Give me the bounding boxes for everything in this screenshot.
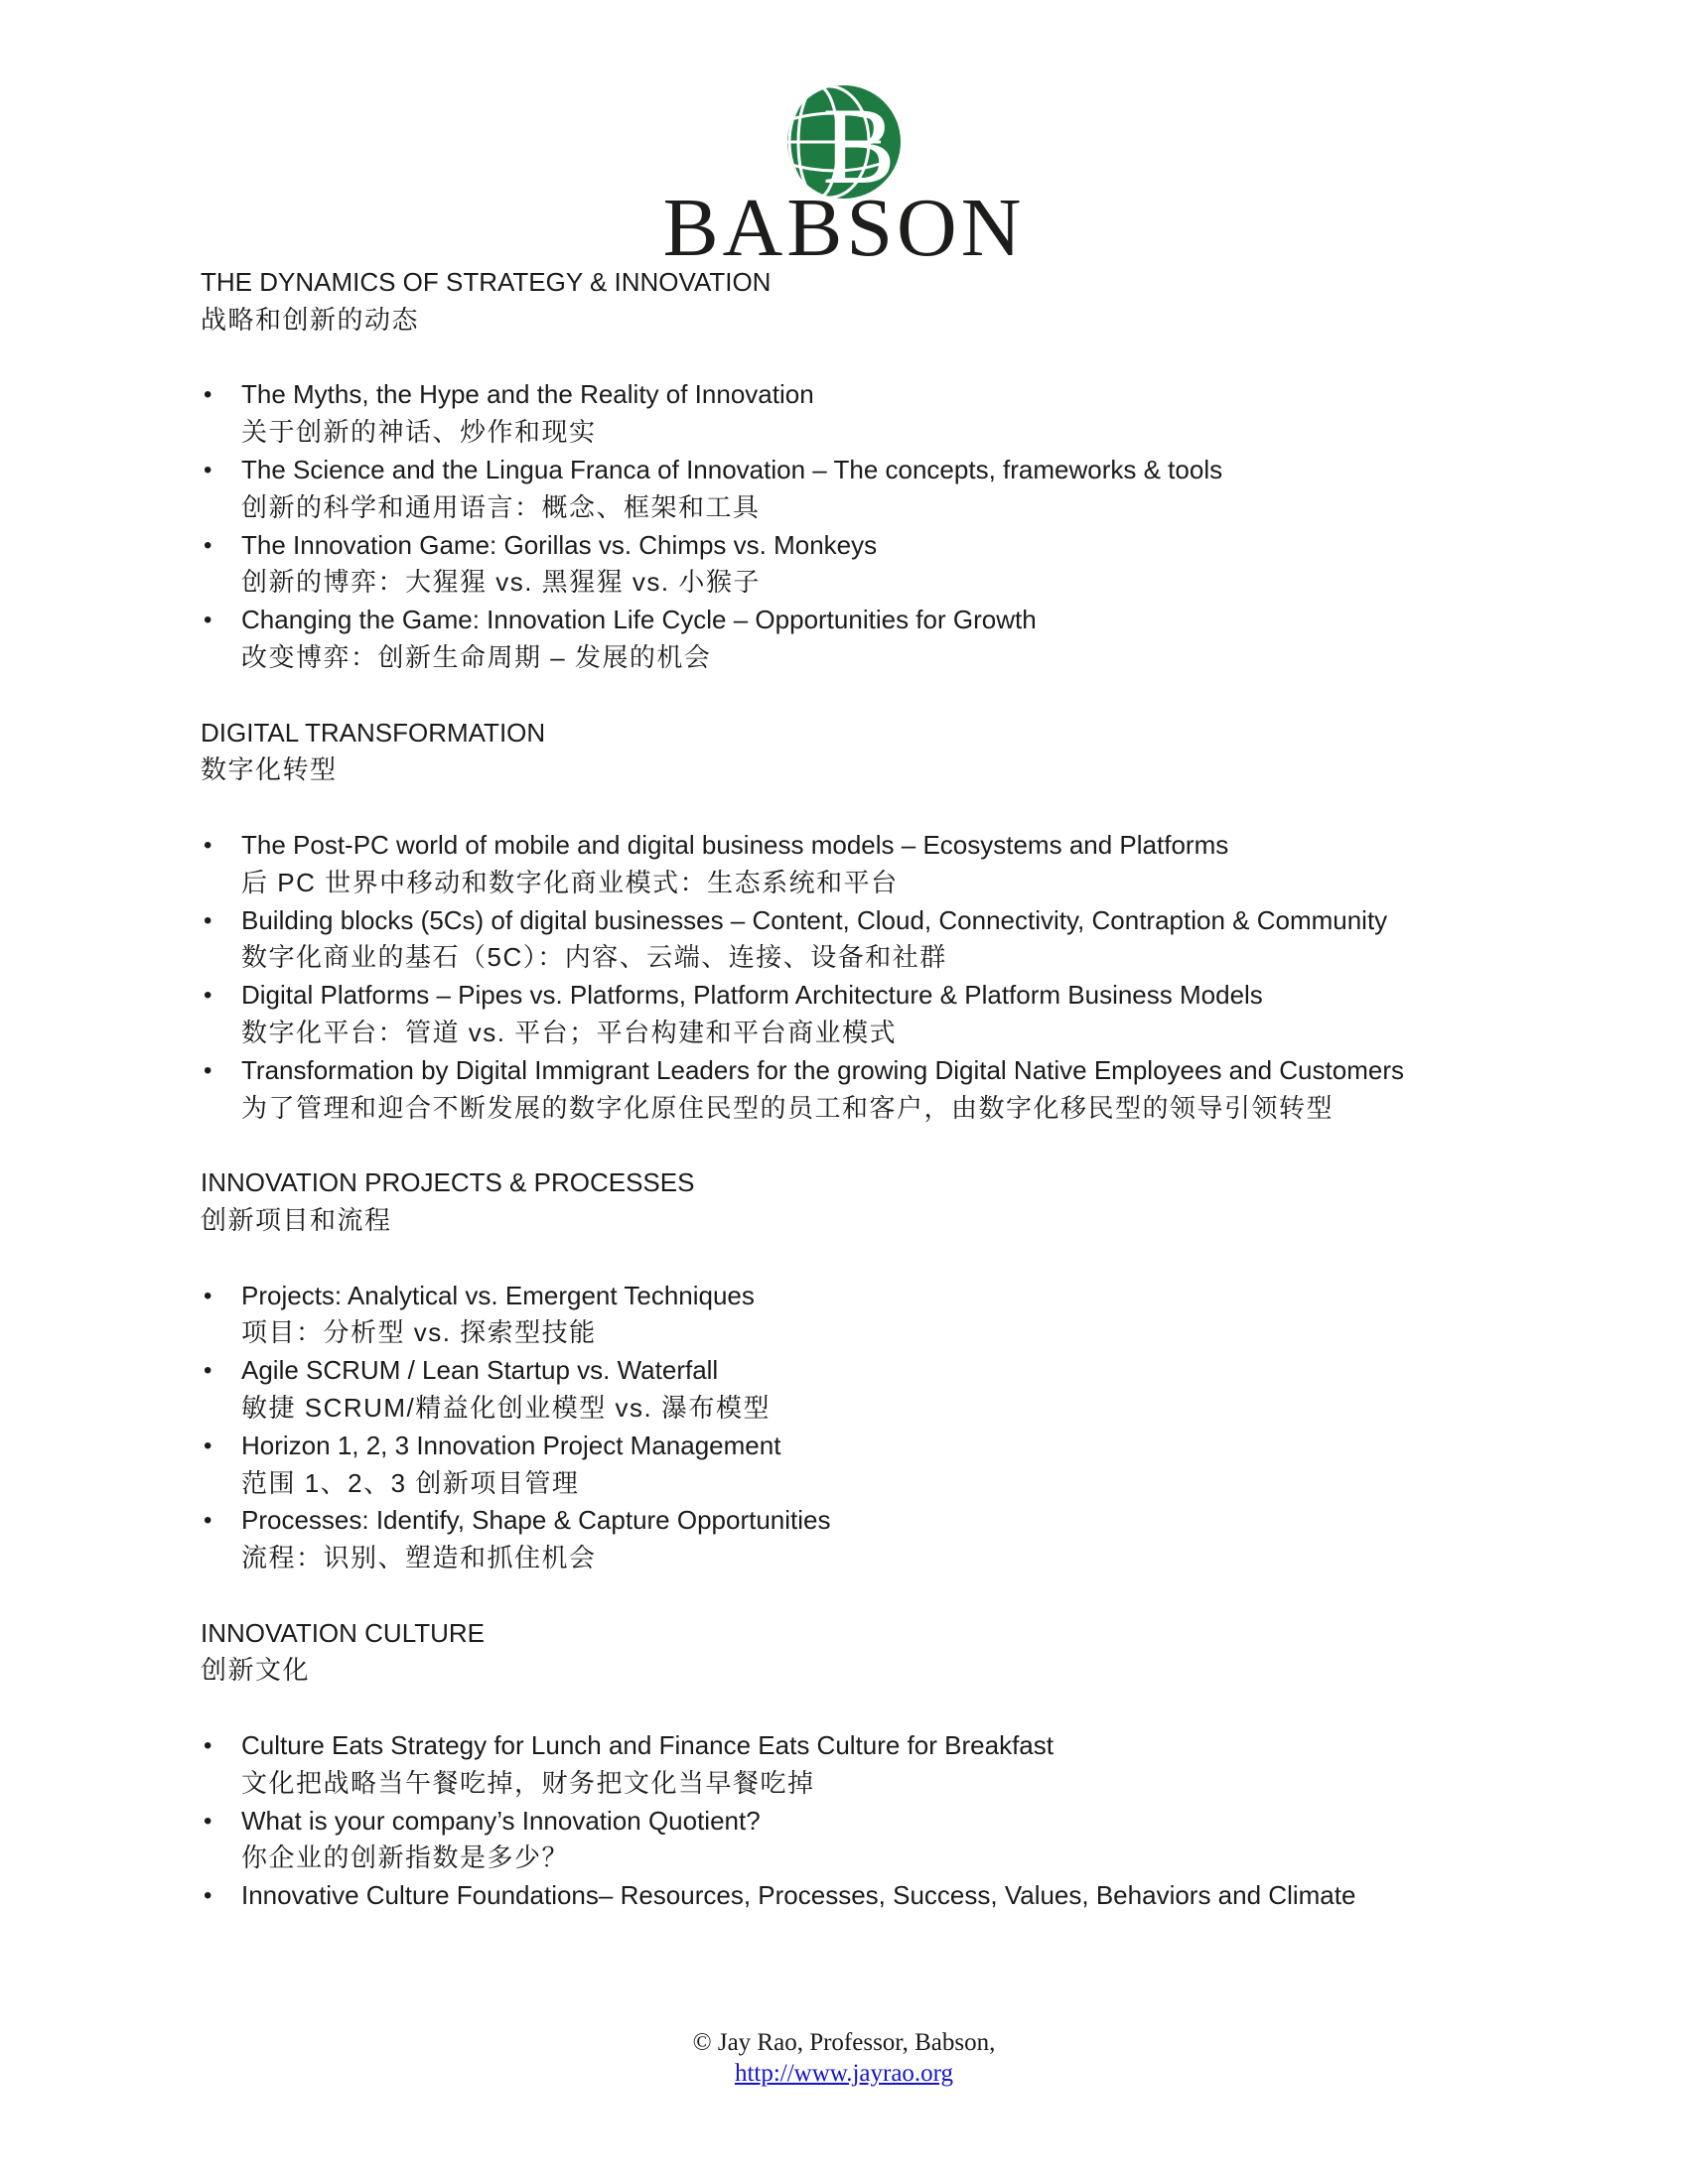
list-item <box>201 1877 1531 1915</box>
bullet-icon: • <box>204 456 212 483</box>
section-dynamics <box>201 264 1531 677</box>
bullet-icon: • <box>204 831 212 859</box>
list-item <box>201 1803 1531 1878</box>
bullet-text-en: The Innovation Game: Gorillas vs. Chimps vs. Monkeys <box>241 529 878 560</box>
list-item <box>201 452 1531 527</box>
section-title: DIGITAL TRANSFORMATION <box>201 717 546 748</box>
bullet-text-en: Agile SCRUM / Lean Startup vs. Waterfall <box>241 1355 719 1386</box>
bullet-text-zh: 后 PC 世界中移动和数字化商业模式：生态系统和平台 <box>241 867 899 897</box>
brand-wordmark: BABSON <box>662 182 1026 274</box>
bullet-text-en: The Myths, the Hype and the Reality of Innovation <box>241 379 814 410</box>
list-item <box>201 1278 1531 1353</box>
section-title: THE DYNAMICS OF STRATEGY & INNOVATION <box>201 267 772 297</box>
bullet-text-zh: 为了管理和迎合不断发展的数字化原住民型的员工和客户，由数字化移民型的领导引领转型 <box>241 1092 1335 1123</box>
bullet-text-zh: 文化把战略当午餐吃掉，财务把文化当早餐吃掉 <box>241 1767 815 1798</box>
footer-link[interactable]: http://www.jayrao.org <box>734 2060 954 2087</box>
bullet-icon: • <box>204 1882 212 1910</box>
section-title-zh: 创新文化 <box>201 1655 311 1686</box>
section-digital-transformation <box>201 715 1531 1128</box>
babson-logo <box>0 83 1688 274</box>
list-item <box>201 527 1531 603</box>
bullet-text-zh: 流程：识别、塑造和抓住机会 <box>241 1543 597 1573</box>
bullet-text-zh: 范围 1、2、3 创新项目管理 <box>241 1467 580 1498</box>
list-item <box>201 1428 1531 1503</box>
bullet-text-en: Innovative Culture Foundations– Resources, Processes, Success, Values, Behaviors and Climate <box>241 1880 1356 1911</box>
bullet-icon: • <box>204 982 212 1010</box>
bullet-text-zh: 项目：分析型 vs. 探索型技能 <box>241 1317 597 1348</box>
footer-copyright: © Jay Rao, Professor, Babson, <box>692 2029 996 2056</box>
bullet-text-en: The Post-PC world of mobile and digital business models – Ecosystems and Platforms <box>241 829 1229 860</box>
bullet-text-en: Projects: Analytical vs. Emergent Techniques <box>241 1280 755 1310</box>
list-item <box>201 977 1531 1052</box>
bullet-text-en: What is your company’s Innovation Quotient? <box>241 1805 761 1836</box>
list-item <box>201 827 1531 902</box>
section-title-zh: 数字化转型 <box>201 754 338 785</box>
section-projects-processes <box>201 1164 1531 1577</box>
bullet-text-en: Horizon 1, 2, 3 Innovation Project Management <box>241 1430 781 1460</box>
list-item <box>201 902 1531 978</box>
list-item <box>201 1052 1531 1128</box>
bullet-icon: • <box>204 1056 212 1084</box>
bullet-icon: • <box>204 531 212 559</box>
bullet-text-en: Building blocks (5Cs) of digital businesses – Content, Cloud, Connectivity, Contraption & Community <box>241 904 1388 935</box>
bullet-text-zh: 数字化商业的基石（5C）：内容、云端、连接、设备和社群 <box>241 942 947 973</box>
bullet-icon: • <box>204 1282 212 1309</box>
bullet-icon: • <box>204 906 212 934</box>
bullet-icon: • <box>204 1432 212 1459</box>
bullet-icon: • <box>204 1732 212 1760</box>
list-item <box>201 1352 1531 1428</box>
section-innovation-culture <box>201 1615 1531 1915</box>
bullet-text-zh: 你企业的创新指数是多少？ <box>241 1843 570 1873</box>
bullet-text-en: Processes: Identify, Shape & Capture Opportunities <box>241 1505 831 1536</box>
bullet-icon: • <box>204 1807 212 1835</box>
section-title: INNOVATION PROJECTS & PROCESSES <box>201 1167 695 1198</box>
bullet-text-en: Culture Eats Strategy for Lunch and Finance Eats Culture for Breakfast <box>241 1730 1054 1761</box>
page-footer <box>0 2027 1688 2089</box>
section-title-zh: 创新项目和流程 <box>201 1204 392 1235</box>
section-title-zh: 战略和创新的动态 <box>201 304 420 335</box>
bullet-text-zh: 改变博弈：创新生命周期 – 发展的机会 <box>241 641 712 672</box>
section-spacer <box>201 1690 1531 1727</box>
bullet-text-en: Changing the Game: Innovation Life Cycle – Opportunities for Growth <box>241 605 1037 635</box>
bullet-icon: • <box>204 607 212 634</box>
bullet-text-zh: 关于创新的神话、炒作和现实 <box>241 417 597 448</box>
section-spacer <box>201 340 1531 377</box>
bullet-text-en: Transformation by Digital Immigrant Leaders for the growing Digital Native Employees and Customers <box>241 1054 1404 1085</box>
bullet-text-en: Digital Platforms – Pipes vs. Platforms, Platform Architecture & Platform Business Models <box>241 980 1263 1011</box>
list-item <box>201 1727 1531 1803</box>
list-item <box>201 602 1531 677</box>
bullet-text-en: The Science and the Lingua Franca of Innovation – The concepts, frameworks & tools <box>241 454 1223 484</box>
document-content <box>201 264 1531 1953</box>
bullet-icon: • <box>204 381 212 409</box>
svg-text:B: B <box>822 85 896 201</box>
section-spacer <box>201 1240 1531 1278</box>
bullet-icon: • <box>204 1507 212 1535</box>
list-item <box>201 376 1531 452</box>
bullet-text-zh: 数字化平台：管道 vs. 平台；平台构建和平台商业模式 <box>241 1017 898 1047</box>
list-item <box>201 1502 1531 1577</box>
section-spacer <box>201 789 1531 827</box>
bullet-icon: • <box>204 1357 212 1385</box>
bullet-text-zh: 创新的科学和通用语言：概念、框架和工具 <box>241 491 761 522</box>
bullet-text-zh: 创新的博弈：大猩猩 vs. 黑猩猩 vs. 小猴子 <box>241 567 761 598</box>
section-title: INNOVATION CULTURE <box>201 1617 486 1648</box>
bullet-text-zh: 敏捷 SCRUM/精益化创业模型 vs. 瀑布模型 <box>241 1392 771 1423</box>
